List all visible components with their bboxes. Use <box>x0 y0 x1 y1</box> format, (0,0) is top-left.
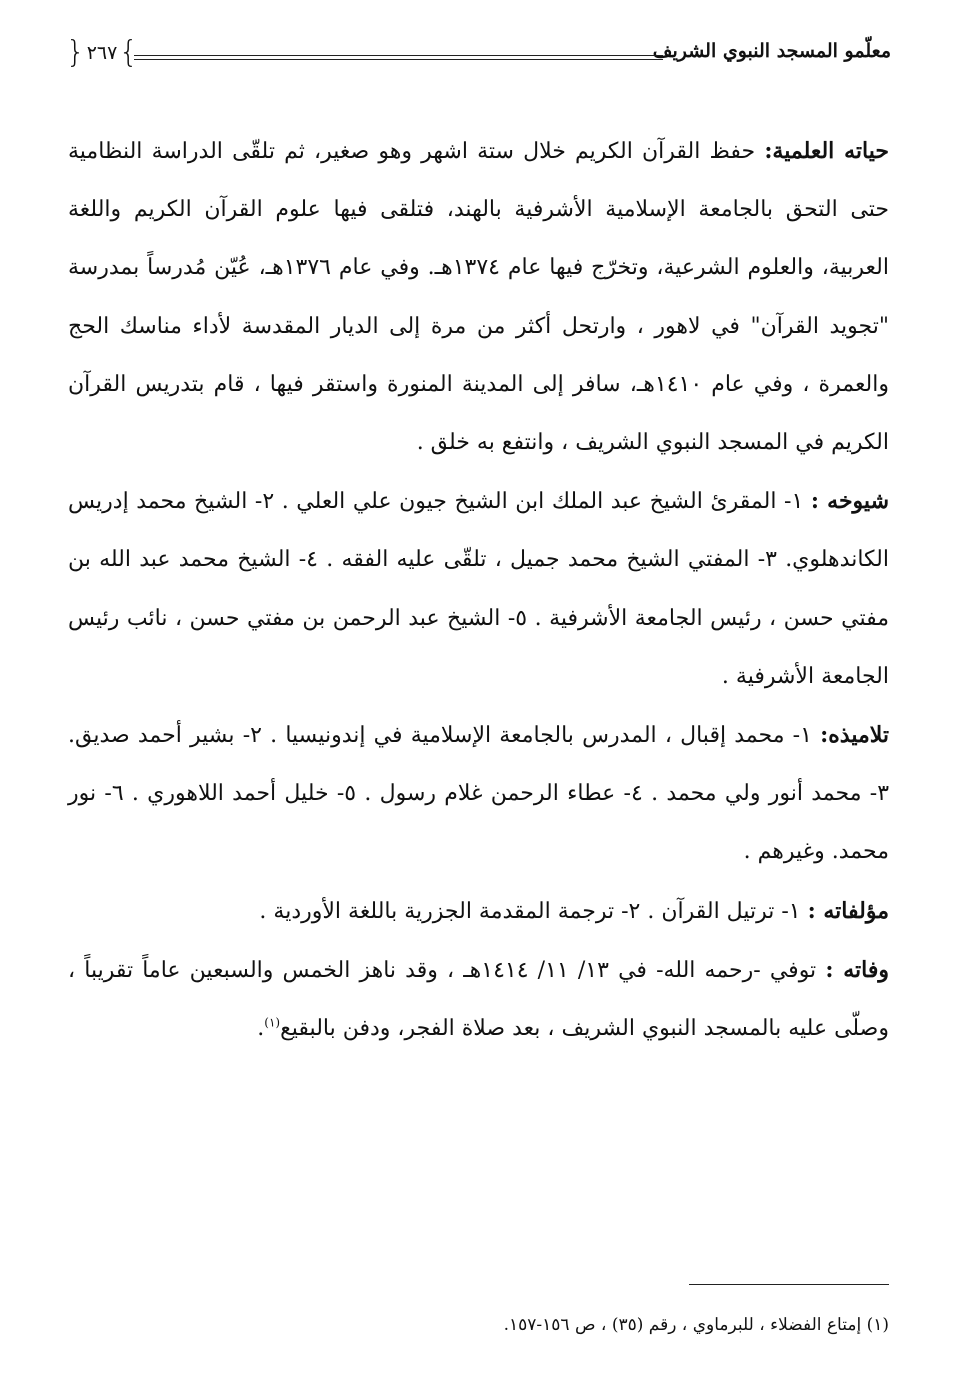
footnote-rule <box>689 1284 889 1286</box>
section-label-death: وفاته : <box>825 956 890 983</box>
section-label-life: حياته العلمية: <box>764 138 889 164</box>
section-teachers <box>68 472 889 706</box>
section-text-teachers: ١- المقرئ الشيخ عبد الملك ابن الشيخ جيون علي العلي . ٢- الشيخ محمد إدريس الكاندهلوي. ٣- المفتي الشيخ محمد جميل ، تلقّى عليه الفقه . ٤- الشيخ محمد عبد الله بن مفتي حسن ، رئيس الجامعة الأشرفية . ٥- الشيخ عبد الرحمن بن مفتي حسن ، نائب رئيس الجامعة الأشرفية . <box>68 489 889 689</box>
footnote: (١) إمتاع الفضلاء ، للبرماوي ، رقم (٣٥) ، ص ١٥٦-١٥٧. <box>503 1315 889 1335</box>
page-number: ٢٦٧ <box>86 42 118 64</box>
page-number-bracket-left: { <box>66 35 86 70</box>
footnote-reference[interactable]: (١) <box>264 1015 281 1030</box>
section-label-works: مؤلفاته : <box>807 897 889 924</box>
page-number-box <box>66 34 138 74</box>
section-text-works: ١- ترتيل القرآن . ٢- ترجمة المقدمة الجزرية باللغة الأوردية . <box>259 898 808 924</box>
section-label-students: تلاميذه: <box>820 722 890 749</box>
section-works <box>68 882 889 941</box>
section-death <box>68 941 889 1058</box>
header-title: معلّمو المسجد النبوي الشريف <box>652 40 891 62</box>
header-rule <box>134 55 663 60</box>
section-students <box>68 706 889 882</box>
section-life <box>68 122 889 472</box>
page-number-bracket-right: } <box>118 35 138 70</box>
section-text-life: حفظ القرآن الكريم خلال ستة اشهر وهو صغير، ثم تلقّى الدراسة النظامية حتى التحق بالجامعة الإسلامية الأشرفية بالهند، فتلقى فيها علوم القرآن الكريم واللغة العربية، والعلوم الشرعية، وتخرّج فيها عام ١٣٧٤هـ. وفي عام ١٣٧٦هـ، عُيّن مُدرساً بمدرسة "تجويد القرآن" في لاهور ، وارتحل أكثر من مرة إلى الديار المقدسة لأداء مناسك الحج والعمرة ، وفي عام ١٤١٠هـ، سافر إلى المدينة المنورة واستقر فيها ، قام بتدريس القرآن الكريم في المسجد النبوي الشريف ، وانتفع به خلق . <box>68 139 889 456</box>
section-text-death: توفي -رحمه الله- في ١٣/ ١١/ ١٤١٤هـ ، وقد ناهز الخمس والسبعين عاماً تقريباً ، وصلّى عليه بالمسجد النبوي الشريف ، بعد صلاة الفجر، ودفن بالبقيع <box>68 957 889 1042</box>
section-text-students: ١- محمد إقبال ، المدرس بالجامعة الإسلامية في إندونيسيا . ٢- بشير أحمد صديق. ٣- محمد أنور ولي محمد . ٤- عطاء الرحمن غلام رسول . ٥- خليل أحمد اللاهوري . ٦- نور محمد. وغيرهم . <box>68 723 890 865</box>
running-header <box>64 34 891 78</box>
main-text <box>68 122 889 1058</box>
section-end-death: . <box>257 1016 265 1042</box>
section-label-teachers: شيوخه : <box>810 488 889 515</box>
